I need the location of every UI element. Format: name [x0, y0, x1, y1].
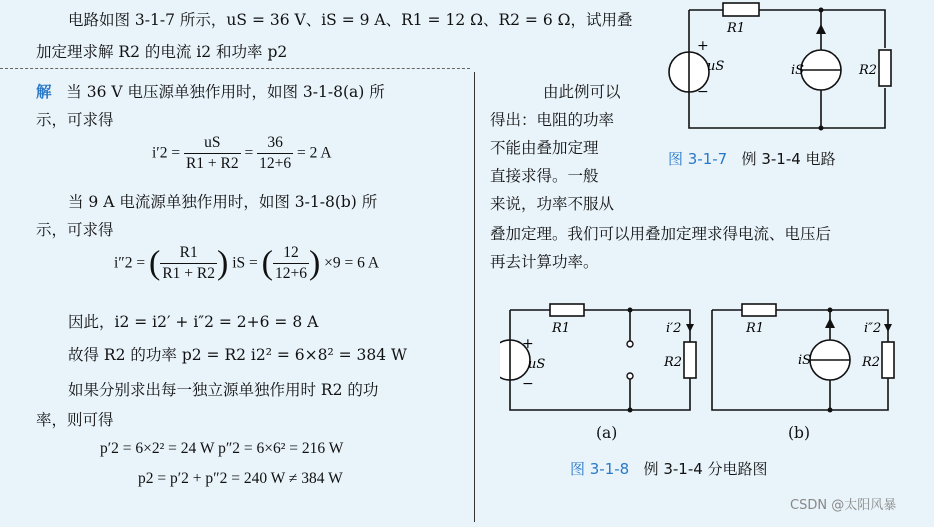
caption-3-1-7-text: 例 3-1-4 电路 — [741, 150, 836, 168]
circuit-figure-3-1-8a — [500, 296, 700, 418]
current-arrow-b — [884, 324, 892, 332]
resistor-r2 — [879, 50, 891, 86]
solution-para1-b: 示，可求得 — [36, 111, 114, 129]
resistor-r2-b — [882, 342, 894, 378]
eq2-fraction-2 — [273, 244, 309, 283]
resistor-r1 — [723, 3, 759, 16]
eq1-mid: = — [244, 144, 254, 162]
remark-line-4: 直接求得。一般 — [490, 167, 599, 185]
caption-3-1-8 — [570, 458, 768, 479]
watermark: CSDN @太阳风暴 — [790, 498, 897, 513]
source-arrow-b — [825, 318, 835, 328]
eq2-num1: R1 — [160, 244, 217, 264]
equation-i2-prime — [152, 134, 332, 173]
eq2-rhs: ×9 = 6 A — [324, 254, 380, 272]
eq2-lhs: i″2 = — [114, 254, 146, 272]
eq2-mid: iS = — [232, 254, 258, 272]
resistor-r2-a — [684, 342, 696, 378]
caption-3-1-8-num: 图 3-1-8 — [570, 460, 630, 478]
label-plus-a: + — [522, 336, 534, 352]
section-divider — [0, 68, 470, 69]
circuit-figure-3-1-8b — [706, 296, 906, 418]
remark-line-6: 叠加定理。我们可以用叠加定理求得电流、电压后 — [490, 225, 832, 243]
equation-p-parts: p′2 = 6×2² = 24 W p″2 = 6×6² = 216 W — [100, 440, 344, 457]
label-r1: R1 — [727, 21, 746, 36]
resistor-r1-b — [742, 304, 776, 316]
caption-3-1-7 — [668, 148, 836, 169]
eq1-rhs: = 2 A — [297, 144, 332, 162]
circuit-figure-3-1-7 — [655, 0, 905, 140]
eq1-den2: 12+6 — [259, 155, 292, 172]
remark-line-2: 得出：电阻的功率 — [490, 111, 615, 129]
eq1-den1: R1 + R2 — [185, 155, 239, 172]
subfigure-b-label: (b) — [788, 424, 811, 442]
eq1-fraction-1 — [184, 134, 241, 173]
label-r2: R2 — [859, 63, 878, 78]
label-plus: + — [697, 38, 709, 54]
label-r2-b: R2 — [862, 355, 881, 370]
label-is: iS — [791, 63, 805, 78]
solution-para2-b: 示，可求得 — [36, 221, 114, 239]
label-r1-a: R1 — [552, 321, 571, 336]
remark-line-1: 由此例可以 — [543, 83, 621, 101]
label-us-a: uS — [528, 357, 546, 372]
eq1-lhs: i′2 = — [152, 144, 181, 162]
eq1-num2: 36 — [257, 134, 293, 154]
eq2-num2: 12 — [273, 244, 309, 264]
eq1-num1: uS — [184, 134, 241, 154]
line-if-a: 如果分别求出每一独立源单独作用时 R2 的功 — [68, 381, 379, 399]
line-power: 故得 R2 的功率 p2 = R2 i2² = 6×8² = 384 W — [68, 346, 407, 364]
label-minus-a: − — [522, 376, 534, 392]
eq2-fraction-1 — [160, 244, 217, 283]
column-divider — [474, 72, 475, 522]
problem-line-2: 加定理求解 R2 的电流 i2 和功率 p2 — [36, 43, 288, 61]
equation-p-sum: p2 = p′2 + p″2 = 240 W ≠ 384 W — [138, 470, 343, 487]
remark-line-5: 来说，功率不服从 — [490, 195, 615, 213]
remark-line-7: 再去计算功率。 — [490, 253, 599, 271]
current-arrow — [816, 24, 826, 34]
eq1-fraction-2 — [257, 134, 293, 173]
caption-3-1-7-num: 图 3-1-7 — [668, 150, 728, 168]
label-us: uS — [707, 59, 725, 74]
current-arrow-a — [686, 324, 694, 332]
label-r2-a: R2 — [664, 355, 683, 370]
caption-3-1-8-text: 例 3-1-4 分电路图 — [643, 460, 768, 478]
solution-para2-a: 当 9 A 电流源单独作用时，如图 3-1-8(b) 所 — [68, 193, 378, 211]
solution-label: 解 — [36, 82, 52, 101]
label-is-b: iS — [798, 353, 812, 368]
remark-line-3: 不能由叠加定理 — [490, 139, 599, 157]
solution-para1-a: 当 36 V 电压源单独作用时，如图 3-1-8(a) 所 — [66, 83, 385, 101]
eq2-den2: 12+6 — [274, 265, 307, 282]
label-minus: − — [697, 84, 709, 100]
eq2-den1: R1 + R2 — [162, 265, 216, 282]
line-if-b: 率，则可得 — [36, 411, 114, 429]
equation-i2-double-prime: i″2 = ( $\frac{R1}{R1 + R2}$ ) iS = ( $\frac{12}{12+6}$ ) ×9 = 6 A — [114, 244, 380, 282]
label-r1-b: R1 — [746, 321, 765, 336]
subfigure-a-label: (a) — [596, 424, 618, 442]
line-therefore: 因此，i2 = i2′ + i″2 = 2+6 = 8 A — [68, 313, 319, 331]
problem-line-1: 电路如图 3-1-7 所示，uS = 36 V、iS = 9 A、R1 = 12 Ω、R2 = 6 Ω，试用叠 — [68, 11, 633, 29]
resistor-r1-a — [550, 304, 584, 316]
label-i2-double-prime: i″2 — [864, 321, 882, 336]
label-i2-prime: i′2 — [666, 321, 682, 336]
